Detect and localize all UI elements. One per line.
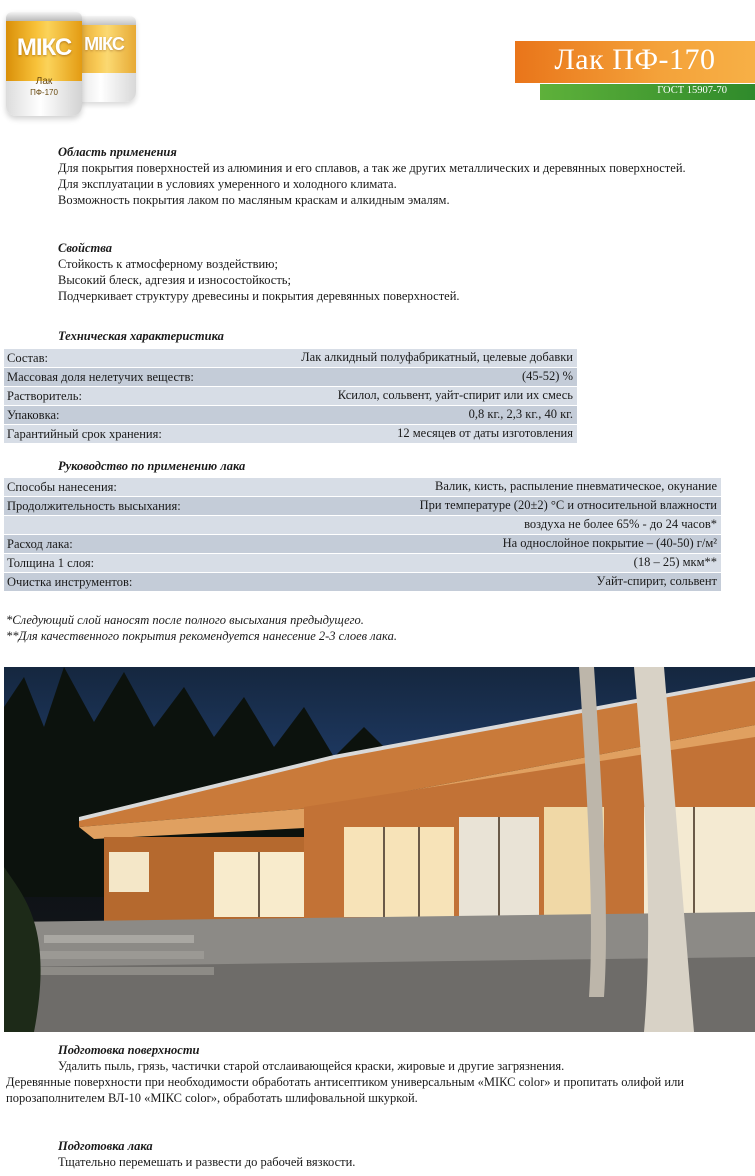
table-row: [4, 425, 577, 444]
properties-heading: Свойства: [58, 241, 112, 255]
row-key: Состав:: [7, 351, 48, 365]
table-row: [4, 478, 721, 497]
tech-heading-wrap: [6, 328, 747, 344]
row-value: Лак алкидный полуфабрикатный, целевые добавки: [301, 350, 573, 364]
title-banner: [515, 41, 755, 83]
row-value: (45-52) %: [521, 369, 573, 383]
row-value: (18 – 25) мкм**: [633, 555, 717, 569]
house-photo: [4, 667, 755, 1032]
table-row: [4, 573, 721, 592]
application-text-3: Возможность покрытия лаком по масляным краскам и алкидным эмалям.: [58, 193, 450, 207]
row-key: Способы нанесения:: [7, 480, 117, 494]
lacquer-prep-section: [6, 1138, 747, 1170]
row-value: Ксилол, сольвент, уайт-спирит или их смесь: [337, 388, 573, 402]
house-illustration: [4, 667, 755, 1032]
table-row: [4, 554, 721, 573]
row-key: Толщина 1 слоя:: [7, 556, 95, 570]
tech-heading: Техническая характеристика: [58, 329, 224, 343]
application-text-1: Для покрытия поверхностей из алюминия и его сплавов, а так же других металлических и деревянных поверхностей.: [58, 161, 686, 175]
row-key: Гарантийный срок хранения:: [7, 427, 162, 441]
can-logo-back: МІКС: [84, 34, 124, 54]
application-text-2: Для эксплуатации в условиях умеренного и холодного климата.: [58, 177, 397, 191]
page-title: Лак ПФ-170: [554, 43, 716, 76]
gost-badge: [540, 84, 755, 100]
application-heading: Область применения: [58, 145, 177, 159]
row-key: Растворитель:: [7, 389, 82, 403]
can-label: Лак: [35, 76, 53, 87]
notes-section: [6, 612, 747, 644]
row-value: На однослойное покрытие – (40-50) г/м²: [502, 536, 717, 550]
table-row: [4, 535, 721, 554]
guide-heading: Руководство по применению лака: [58, 459, 246, 473]
surface-prep-text-2: Деревянные поверхности при необходимости обработать антисептиком универсальным «МІКС color» и пропитать олифой или порозаполнителем ВЛ-10 «МІКС color», обработать шлифовальной шкуркой.: [6, 1075, 684, 1105]
table-row: [4, 497, 721, 516]
table-row: [4, 368, 577, 387]
guide-table: [4, 478, 721, 592]
row-key: Расход лака:: [7, 537, 73, 551]
properties-section: [6, 240, 747, 304]
surface-prep-text-1: Удалить пыль, грязь, частички старой отслаивающейся краски, жировые и другие загрязнения.: [58, 1059, 565, 1073]
application-section: [6, 144, 747, 208]
table-row: [4, 349, 577, 368]
row-value: Валик, кисть, распыление пневматическое, окунание: [435, 479, 717, 493]
table-row: [4, 406, 577, 425]
properties-item: Подчеркивает структуру древесины и покрытия деревянных поверхностей.: [58, 289, 460, 303]
lacquer-prep-text: Тщательно перемешать и развести до рабочей вязкости.: [58, 1155, 356, 1169]
footnote-1: *Следующий слой наносят после полного высыхания предыдущего.: [6, 613, 364, 627]
paint-can-front: [6, 12, 82, 116]
gost-text: ГОСТ 15907-70: [657, 85, 727, 96]
row-value: воздуха не более 65% - до 24 часов*: [524, 517, 717, 531]
row-key: Очистка инструментов:: [7, 575, 133, 589]
properties-item: Стойкость к атмосферному воздействию;: [58, 257, 278, 271]
footnote-2: **Для качественного покрытия рекомендуется нанесение 2-3 слоев лака.: [6, 629, 397, 643]
row-value: 12 месяцев от даты изготовления: [397, 426, 573, 440]
table-row: [4, 516, 721, 535]
product-cans-image: [2, 6, 142, 114]
tech-table: [4, 349, 577, 444]
surface-prep-heading: Подготовка поверхности: [58, 1043, 200, 1057]
can-logo-front: МІКС: [16, 34, 72, 61]
table-row: [4, 387, 577, 406]
row-value: 0,8 кг., 2,3 кг., 40 кг.: [468, 407, 573, 421]
row-key: Массовая доля нелетучих веществ:: [7, 370, 194, 384]
row-value: Уайт-спирит, сольвент: [596, 574, 717, 588]
row-value: При температуре (20±2) °С и относительной влажности: [419, 498, 717, 512]
row-key: Продолжительность высыхания:: [7, 499, 181, 513]
can-sub-label: ПФ-170: [30, 88, 58, 97]
properties-item: Высокий блеск, адгезия и износостойкость;: [58, 273, 291, 287]
guide-heading-wrap: [6, 458, 747, 474]
lacquer-prep-heading: Подготовка лака: [58, 1139, 153, 1153]
row-key: Упаковка:: [7, 408, 60, 422]
surface-prep-section: [6, 1042, 747, 1106]
